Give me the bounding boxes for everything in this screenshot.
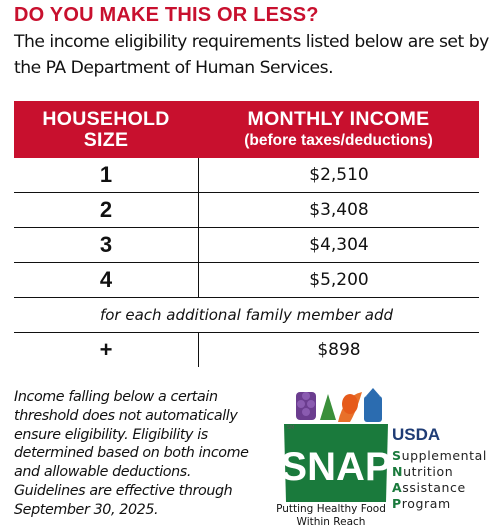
income-cell: $2,510 xyxy=(309,165,369,185)
program-line-rest: utrition xyxy=(403,464,454,479)
monthly-income-header xyxy=(198,101,479,158)
header-right-main: MONTHLY INCOME xyxy=(247,108,430,130)
header-left-line2: SIZE xyxy=(83,128,129,151)
table-row xyxy=(14,263,479,298)
usda-label: USDA xyxy=(392,425,441,444)
table-row xyxy=(14,158,479,193)
table-row xyxy=(14,193,479,228)
income-cell: $4,304 xyxy=(309,235,369,255)
svg-text:SM: SM xyxy=(287,425,295,431)
table-row xyxy=(14,228,479,263)
household-size-cell: 1 xyxy=(14,158,199,192)
program-line: Program xyxy=(392,496,451,511)
program-name xyxy=(392,448,487,512)
table-header xyxy=(14,101,479,158)
headline: DO YOU MAKE THIS OR LESS? xyxy=(14,4,319,26)
eligibility-footnote: Income falling below a certain threshold does not automatically ensure eligibility. Eligibility is determined based on both income and allowable deductions. Guidelines are effective through September 30, 2025. xyxy=(14,389,249,518)
snap-tagline: Putting Healthy Food Within Reach xyxy=(276,503,386,528)
header-left-line1: HOUSEHOLD xyxy=(42,107,170,130)
snap-wordmark: SNAP xyxy=(280,445,392,489)
program-line: Supplemental xyxy=(392,448,487,463)
intro-text: The income eligibility requirements listed below are set by the PA Department of Human Services. xyxy=(14,32,489,78)
program-line: Nutrition xyxy=(392,464,454,479)
income-table xyxy=(14,101,479,367)
household-size-cell: 2 xyxy=(14,193,199,227)
additional-size-cell: + xyxy=(14,333,199,367)
additional-income-cell: $898 xyxy=(317,340,361,360)
program-line-rest: upplemental xyxy=(401,448,487,463)
income-cell: $5,200 xyxy=(309,270,369,290)
header-right-sub: (before taxes/deductions) xyxy=(244,132,433,149)
additional-member-note: for each additional family member add xyxy=(14,298,479,333)
household-size-cell: 4 xyxy=(14,263,199,297)
additional-member-row xyxy=(14,333,479,367)
program-line: Assistance xyxy=(392,480,466,495)
program-line-rest: ssistance xyxy=(402,480,466,495)
household-size-header xyxy=(14,101,198,158)
program-line-rest: rogram xyxy=(401,496,451,511)
household-size-cell: 3 xyxy=(14,228,199,262)
income-cell: $3,408 xyxy=(309,200,369,220)
produce-icon xyxy=(296,388,382,422)
